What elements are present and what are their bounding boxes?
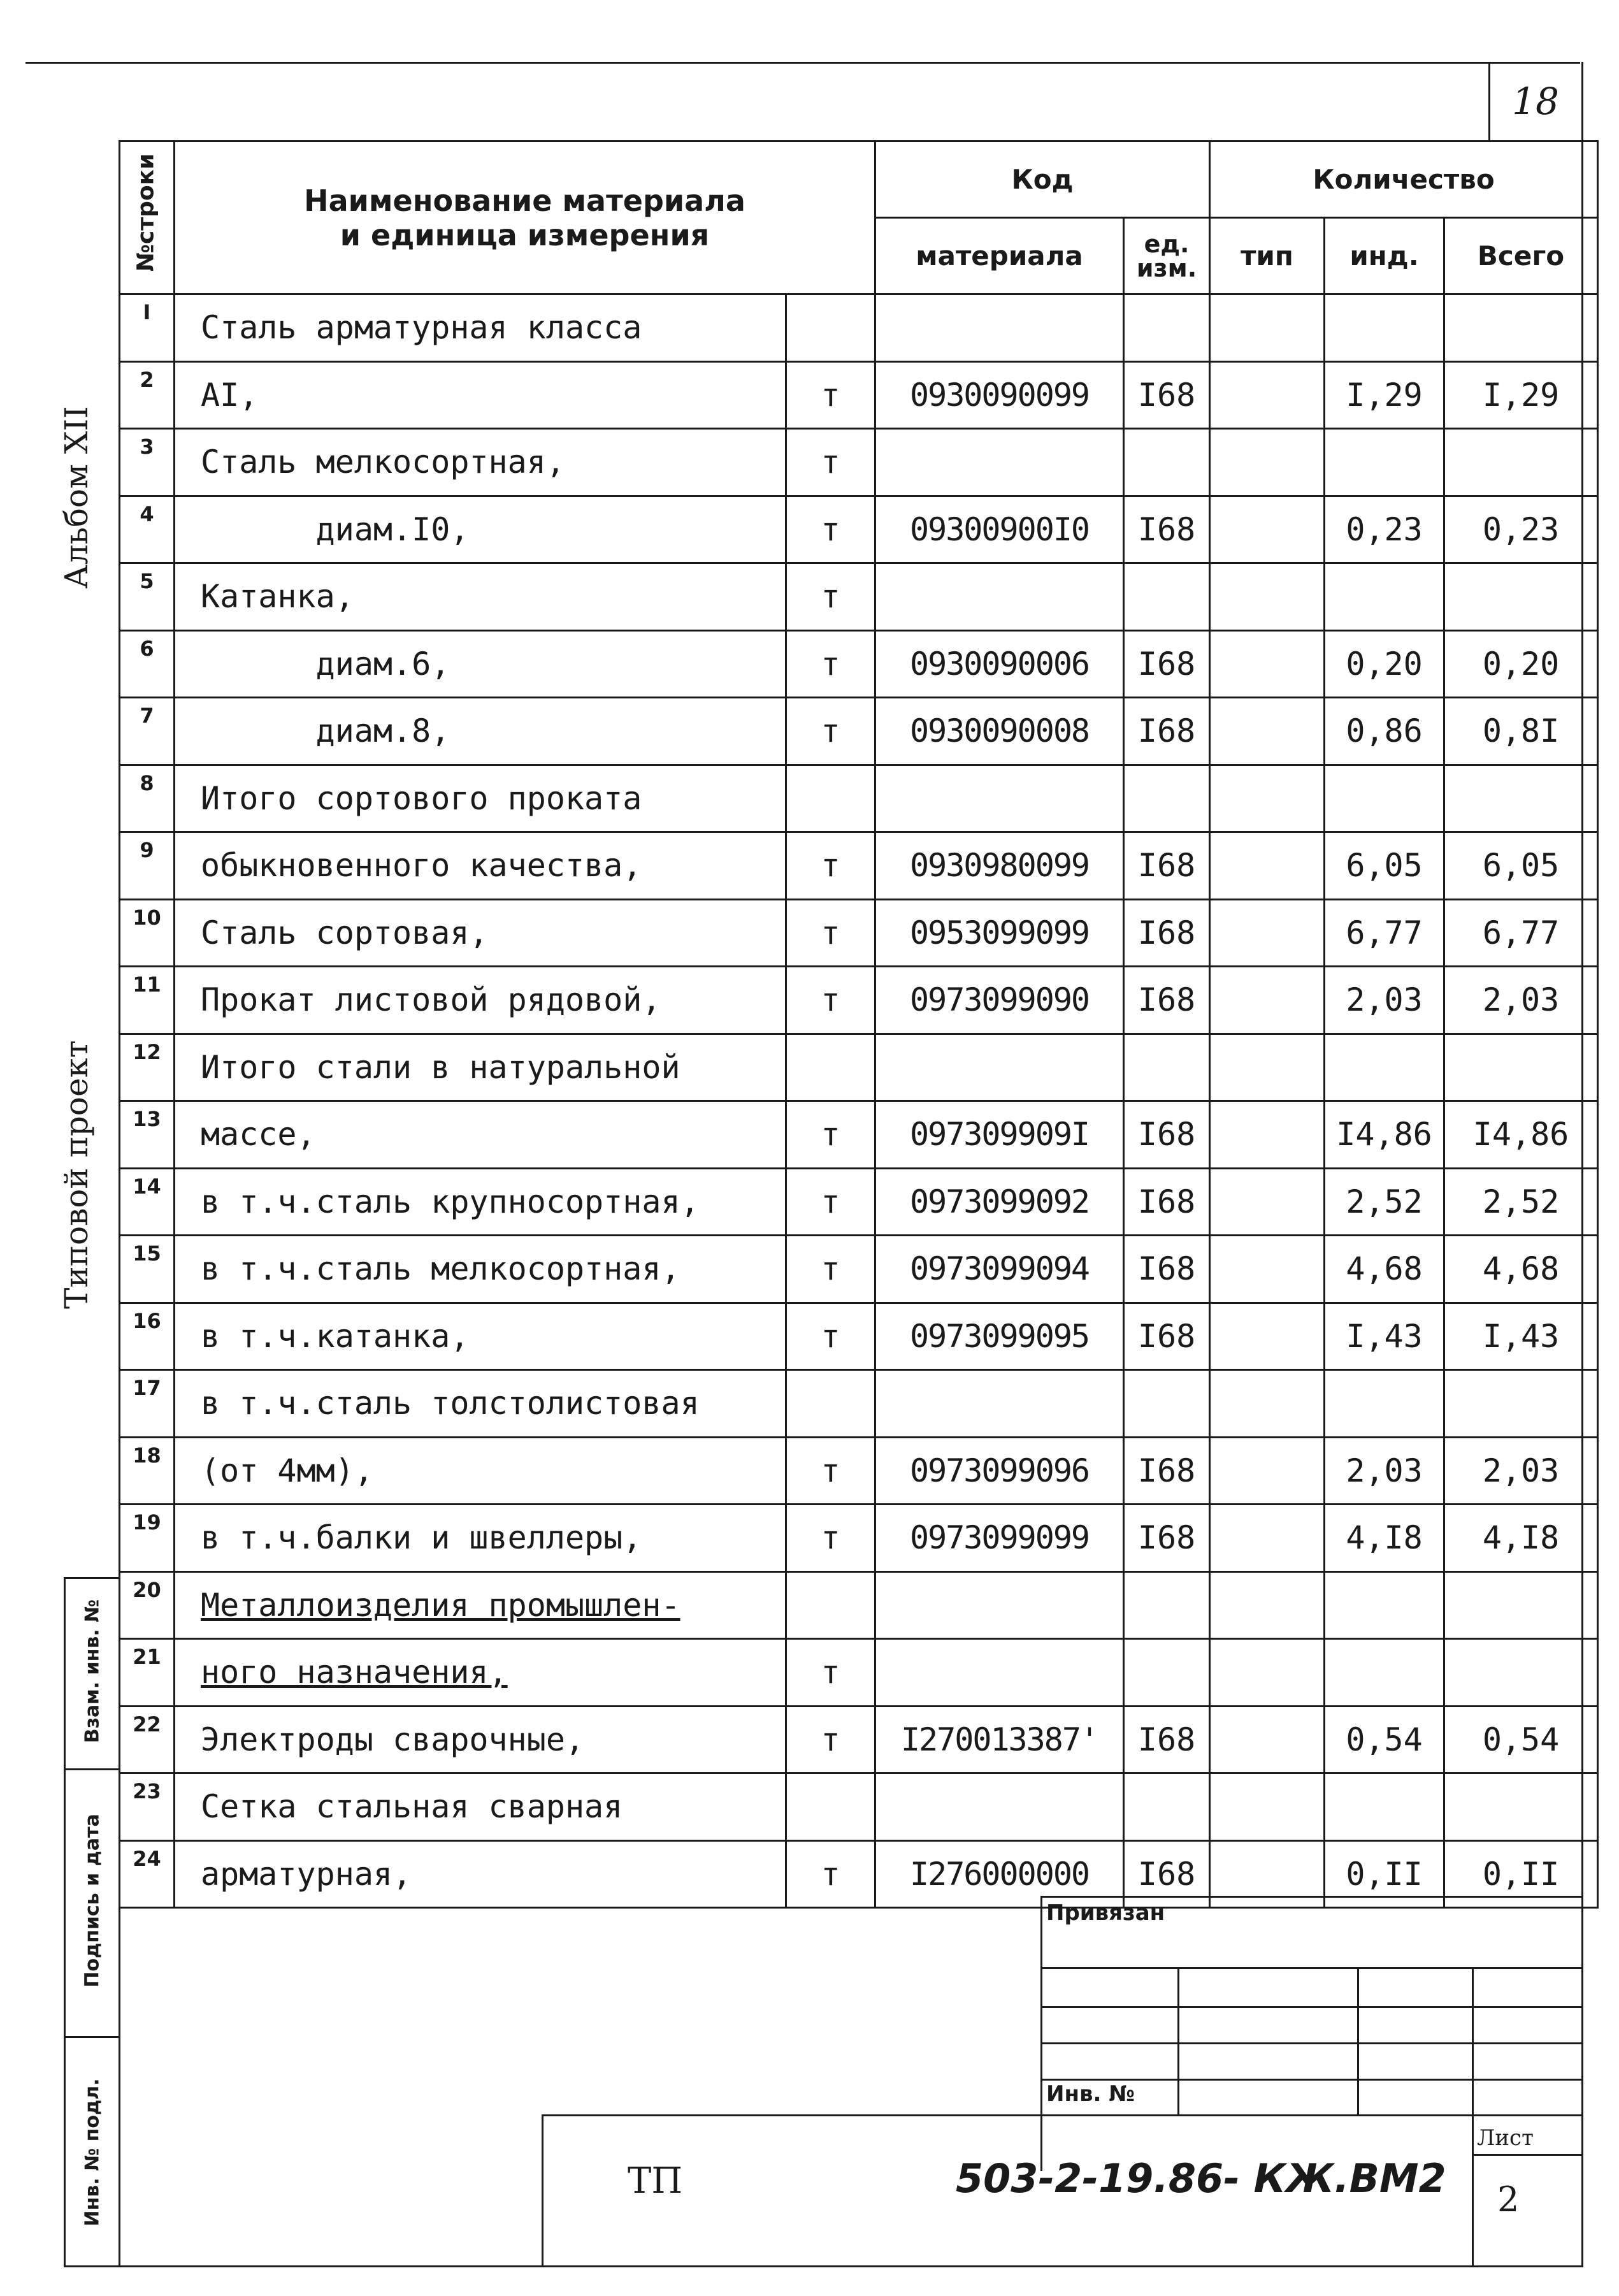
unit-label: т xyxy=(786,1639,875,1707)
material-name: в т.ч.катанка, xyxy=(175,1303,786,1370)
material-name: Катанка, xyxy=(175,563,786,631)
material-code xyxy=(875,1639,1124,1707)
table-row xyxy=(120,1706,1598,1773)
qty-type xyxy=(1210,1571,1325,1639)
name-header-line1: Наименование материала xyxy=(304,183,745,218)
qty-total xyxy=(1444,1773,1598,1841)
qty-type xyxy=(1210,1168,1325,1236)
row-number: 15 xyxy=(120,1236,175,1303)
measure-code xyxy=(1124,765,1210,832)
qty-total: 0,23 xyxy=(1444,496,1598,563)
qty-type xyxy=(1210,1370,1325,1438)
sheet-box-divider xyxy=(1472,2154,1583,2156)
main-stamp-left xyxy=(542,2114,543,2267)
sheet-number: 2 xyxy=(1497,2179,1520,2220)
table-row xyxy=(120,294,1598,362)
material-code: 09300900I0 xyxy=(875,496,1124,563)
name-header-line2: и единица измерения xyxy=(340,217,710,252)
qty-ind xyxy=(1325,1370,1444,1438)
row-number: 5 xyxy=(120,563,175,631)
qty-ind xyxy=(1325,1034,1444,1101)
project-label: Типовой проект xyxy=(58,1040,95,1309)
material-name: AI, xyxy=(175,361,786,429)
unit-label: т xyxy=(786,563,875,631)
measure-code: I68 xyxy=(1124,832,1210,900)
material-code: 0930090099 xyxy=(875,361,1124,429)
material-code xyxy=(875,563,1124,631)
page-number: 18 xyxy=(1512,80,1559,123)
qty-total: 2,52 xyxy=(1444,1168,1598,1236)
qty-type xyxy=(1210,765,1325,832)
row-number: I xyxy=(120,294,175,362)
row-number: 23 xyxy=(120,1773,175,1841)
measure-code: I68 xyxy=(1124,1101,1210,1169)
main-stamp-top xyxy=(542,2114,1583,2116)
material-name: в т.ч.сталь мелкосортная, xyxy=(175,1236,786,1303)
row-number: 3 xyxy=(120,429,175,496)
qty-total: 2,03 xyxy=(1444,967,1598,1034)
qty-type xyxy=(1210,1706,1325,1773)
qty-total: 6,05 xyxy=(1444,832,1598,900)
unit-label: т xyxy=(786,1168,875,1236)
title-block-v3 xyxy=(1472,1967,1474,2116)
qty-ind: 2,52 xyxy=(1325,1168,1444,1236)
row-number: 4 xyxy=(120,496,175,563)
material-code xyxy=(875,294,1124,362)
unit-label: т xyxy=(786,1840,875,1908)
qty-ind xyxy=(1325,765,1444,832)
unit-label: т xyxy=(786,630,875,698)
stamp-divider-2 xyxy=(64,1768,120,1770)
stamp-divider-3 xyxy=(64,2036,120,2038)
table-row xyxy=(120,630,1598,698)
qty-total: 0,20 xyxy=(1444,630,1598,698)
qty-type xyxy=(1210,899,1325,967)
qty-ind: 2,03 xyxy=(1325,1437,1444,1505)
measure-code xyxy=(1124,1034,1210,1101)
qty-ind: I,29 xyxy=(1325,361,1444,429)
title-block-h1 xyxy=(1040,1967,1583,1969)
title-block-left xyxy=(1040,1896,1042,2171)
row-number: 20 xyxy=(120,1571,175,1639)
material-name: Итого сортового проката xyxy=(175,765,786,832)
qty-type xyxy=(1210,1101,1325,1169)
qty-ind xyxy=(1325,1639,1444,1707)
qty-type xyxy=(1210,1034,1325,1101)
material-name: Итого стали в натуральной xyxy=(175,1034,786,1101)
unit-label: т xyxy=(786,1101,875,1169)
material-code: 0973099092 xyxy=(875,1168,1124,1236)
material-code xyxy=(875,1034,1124,1101)
material-code: 0953099099 xyxy=(875,899,1124,967)
measure-code: I68 xyxy=(1124,496,1210,563)
material-code: 0973099090 xyxy=(875,967,1124,1034)
qty-ind: I4,86 xyxy=(1325,1101,1444,1169)
stamp-inv-label: Инв. № подл. xyxy=(81,2078,104,2227)
qty-group-header: Количество xyxy=(1210,141,1598,218)
unit-label: т xyxy=(786,496,875,563)
qty-type xyxy=(1210,832,1325,900)
stamp-strip-left xyxy=(64,1577,66,2267)
qty-total: I4,86 xyxy=(1444,1101,1598,1169)
qty-ind: 4,68 xyxy=(1325,1236,1444,1303)
table-row xyxy=(120,1639,1598,1707)
material-name: арматурная, xyxy=(175,1840,786,1908)
material-code: 0973099094 xyxy=(875,1236,1124,1303)
table-row xyxy=(120,1505,1598,1572)
qty-total xyxy=(1444,294,1598,362)
material-name: в т.ч.сталь толстолистовая xyxy=(175,1370,786,1438)
table-row xyxy=(120,698,1598,765)
qty-type xyxy=(1210,563,1325,631)
row-number: 2 xyxy=(120,361,175,429)
material-code: I276000000 xyxy=(875,1840,1124,1908)
measure-code: I68 xyxy=(1124,1168,1210,1236)
qty-total xyxy=(1444,1571,1598,1639)
qty-total: 4,68 xyxy=(1444,1236,1598,1303)
row-number-header-text: №строки xyxy=(133,153,159,272)
measure-code: I68 xyxy=(1124,899,1210,967)
qty-total: 6,77 xyxy=(1444,899,1598,967)
qty-ind: 2,03 xyxy=(1325,967,1444,1034)
material-code: 0930980099 xyxy=(875,832,1124,900)
qty-ind xyxy=(1325,563,1444,631)
table-row xyxy=(120,1303,1598,1370)
sheet-label: Лист xyxy=(1477,2125,1534,2151)
unit-label: т xyxy=(786,698,875,765)
unit-label xyxy=(786,1034,875,1101)
designation: 503-2-19.86- КЖ.ВМ2 xyxy=(956,2155,1446,2202)
bottom-frame-line xyxy=(64,2265,1583,2267)
material-name: Электроды сварочные, xyxy=(175,1706,786,1773)
unit-label: т xyxy=(786,832,875,900)
qty-type-header: тип xyxy=(1210,218,1325,294)
qty-ind xyxy=(1325,1773,1444,1841)
material-code xyxy=(875,765,1124,832)
title-block-h3 xyxy=(1040,2042,1583,2044)
table-row xyxy=(120,1101,1598,1169)
table-row xyxy=(120,1168,1598,1236)
row-number: 10 xyxy=(120,899,175,967)
table-row xyxy=(120,1773,1598,1841)
name-header xyxy=(175,141,875,294)
material-name: Сталь сортовая, xyxy=(175,899,786,967)
material-name: в т.ч.сталь крупносортная, xyxy=(175,1168,786,1236)
table-row xyxy=(120,765,1598,832)
qty-ind xyxy=(1325,1571,1444,1639)
unit-label: т xyxy=(786,1236,875,1303)
unit-label: т xyxy=(786,361,875,429)
qty-type xyxy=(1210,967,1325,1034)
material-code xyxy=(875,1773,1124,1841)
measure-code xyxy=(1124,1370,1210,1438)
qty-type xyxy=(1210,1773,1325,1841)
qty-type xyxy=(1210,1505,1325,1572)
qty-total xyxy=(1444,1639,1598,1707)
qty-total: 0,8I xyxy=(1444,698,1598,765)
row-number: 17 xyxy=(120,1370,175,1438)
qty-type xyxy=(1210,361,1325,429)
measure-code: I68 xyxy=(1124,1236,1210,1303)
material-code: 0973099095 xyxy=(875,1303,1124,1370)
code-unit-header: ед. изм. xyxy=(1124,218,1210,294)
material-code: 0973099096 xyxy=(875,1437,1124,1505)
table-row xyxy=(120,967,1598,1034)
qty-ind: 0,23 xyxy=(1325,496,1444,563)
row-number: 18 xyxy=(120,1437,175,1505)
qty-type xyxy=(1210,1639,1325,1707)
qty-total: I,29 xyxy=(1444,361,1598,429)
material-code xyxy=(875,1370,1124,1438)
page-number-box-left xyxy=(1488,62,1490,140)
material-name: в т.ч.балки и швеллеры, xyxy=(175,1505,786,1572)
row-number: 21 xyxy=(120,1639,175,1707)
row-number: 12 xyxy=(120,1034,175,1101)
measure-code: I68 xyxy=(1124,1437,1210,1505)
unit-label xyxy=(786,1571,875,1639)
measure-code xyxy=(1124,1773,1210,1841)
measure-code: I68 xyxy=(1124,1505,1210,1572)
measure-code xyxy=(1124,1571,1210,1639)
title-block-h2 xyxy=(1040,2006,1583,2008)
qty-ind: 0,54 xyxy=(1325,1706,1444,1773)
qty-ind: 4,I8 xyxy=(1325,1505,1444,1572)
row-number: 9 xyxy=(120,832,175,900)
row-number: 7 xyxy=(120,698,175,765)
material-name: Сетка стальная сварная xyxy=(175,1773,786,1841)
material-name: Сталь арматурная класса xyxy=(175,294,786,362)
qty-type xyxy=(1210,630,1325,698)
unit-label xyxy=(786,1370,875,1438)
code-group-header: Код xyxy=(875,141,1210,218)
inv-no-label: Инв. № xyxy=(1046,2081,1135,2107)
qty-total xyxy=(1444,1034,1598,1101)
unit-label xyxy=(786,765,875,832)
qty-type xyxy=(1210,1303,1325,1370)
table-row xyxy=(120,1236,1598,1303)
title-block-h4 xyxy=(1040,2079,1583,2081)
bound-label: Привязан xyxy=(1046,1900,1165,1926)
measure-code: I68 xyxy=(1124,1303,1210,1370)
material-name: обыкновенного качества, xyxy=(175,832,786,900)
qty-type xyxy=(1210,496,1325,563)
title-block-v1 xyxy=(1177,1967,1179,2116)
qty-ind: 0,86 xyxy=(1325,698,1444,765)
table-row xyxy=(120,1370,1598,1438)
row-number: 11 xyxy=(120,967,175,1034)
qty-total xyxy=(1444,429,1598,496)
qty-total: 4,I8 xyxy=(1444,1505,1598,1572)
table-row xyxy=(120,1571,1598,1639)
unit-label: т xyxy=(786,1505,875,1572)
measure-code: I68 xyxy=(1124,967,1210,1034)
qty-total-header: Всего xyxy=(1444,218,1598,294)
measure-code xyxy=(1124,1639,1210,1707)
table-row xyxy=(120,832,1598,900)
qty-total xyxy=(1444,765,1598,832)
title-block-v2 xyxy=(1357,1967,1359,2116)
qty-total xyxy=(1444,563,1598,631)
material-code xyxy=(875,1571,1124,1639)
row-number: 16 xyxy=(120,1303,175,1370)
title-block-top xyxy=(1040,1896,1583,1898)
material-name: Прокат листовой рядовой, xyxy=(175,967,786,1034)
table-row xyxy=(120,1034,1598,1101)
measure-code xyxy=(1124,294,1210,362)
material-name: ного назначения, xyxy=(175,1639,786,1707)
stamp-vzam-label: Взам. инв. № xyxy=(81,1599,104,1744)
row-number: 13 xyxy=(120,1101,175,1169)
material-name: диам.I0, xyxy=(175,496,786,563)
stamp-sign-label: Подпись и дата xyxy=(81,1814,104,1988)
unit-label xyxy=(786,294,875,362)
unit-label xyxy=(786,1773,875,1841)
qty-type xyxy=(1210,294,1325,362)
measure-code: I68 xyxy=(1124,698,1210,765)
qty-ind: 0,II xyxy=(1325,1840,1444,1908)
qty-total: 2,03 xyxy=(1444,1437,1598,1505)
material-code: 0973099099 xyxy=(875,1505,1124,1572)
qty-total: 0,54 xyxy=(1444,1706,1598,1773)
unit-label: т xyxy=(786,429,875,496)
table-row xyxy=(120,1437,1598,1505)
row-number: 19 xyxy=(120,1505,175,1572)
row-number: 24 xyxy=(120,1840,175,1908)
material-name: массе, xyxy=(175,1101,786,1169)
qty-ind: I,43 xyxy=(1325,1303,1444,1370)
qty-ind-header: инд. xyxy=(1325,218,1444,294)
table-row xyxy=(120,563,1598,631)
material-code: 0930090006 xyxy=(875,630,1124,698)
unit-label: т xyxy=(786,1437,875,1505)
unit-label: т xyxy=(786,899,875,967)
row-number: 14 xyxy=(120,1168,175,1236)
table-row xyxy=(120,429,1598,496)
qty-total: 0,II xyxy=(1444,1840,1598,1908)
row-number: 8 xyxy=(120,765,175,832)
qty-type xyxy=(1210,698,1325,765)
material-name: Металлоизделия промышлен- xyxy=(175,1571,786,1639)
material-code: 097309909I xyxy=(875,1101,1124,1169)
row-number-header xyxy=(120,141,175,294)
table-row xyxy=(120,496,1598,563)
row-number: 6 xyxy=(120,630,175,698)
unit-label: т xyxy=(786,1303,875,1370)
material-name: диам.6, xyxy=(175,630,786,698)
qty-type xyxy=(1210,1437,1325,1505)
material-name: диам.8, xyxy=(175,698,786,765)
code-material-header: материала xyxy=(875,218,1124,294)
qty-ind xyxy=(1325,429,1444,496)
album-label: Альбом XII xyxy=(58,406,95,589)
measure-code xyxy=(1124,429,1210,496)
measure-code xyxy=(1124,563,1210,631)
measure-code: I68 xyxy=(1124,630,1210,698)
material-code: I270013387' xyxy=(875,1706,1124,1773)
qty-ind: 6,05 xyxy=(1325,832,1444,900)
unit-label: т xyxy=(786,967,875,1034)
stamp-divider-1 xyxy=(64,1577,120,1579)
qty-type xyxy=(1210,429,1325,496)
tp-label: ТП xyxy=(628,2160,683,2202)
material-name: Сталь мелкосортная, xyxy=(175,429,786,496)
measure-code: I68 xyxy=(1124,361,1210,429)
measure-code: I68 xyxy=(1124,1840,1210,1908)
row-number: 22 xyxy=(120,1706,175,1773)
qty-type xyxy=(1210,1236,1325,1303)
material-code xyxy=(875,429,1124,496)
top-frame-line xyxy=(25,62,1580,64)
qty-total: I,43 xyxy=(1444,1303,1598,1370)
materials-table xyxy=(119,140,1599,1909)
qty-ind: 6,77 xyxy=(1325,899,1444,967)
qty-ind xyxy=(1325,294,1444,362)
material-name: (от 4мм), xyxy=(175,1437,786,1505)
material-code: 0930090008 xyxy=(875,698,1124,765)
qty-ind: 0,20 xyxy=(1325,630,1444,698)
sheet-box-left xyxy=(1472,2114,1474,2267)
table-row xyxy=(120,899,1598,967)
unit-label: т xyxy=(786,1706,875,1773)
table-row xyxy=(120,361,1598,429)
qty-total xyxy=(1444,1370,1598,1438)
measure-code: I68 xyxy=(1124,1706,1210,1773)
